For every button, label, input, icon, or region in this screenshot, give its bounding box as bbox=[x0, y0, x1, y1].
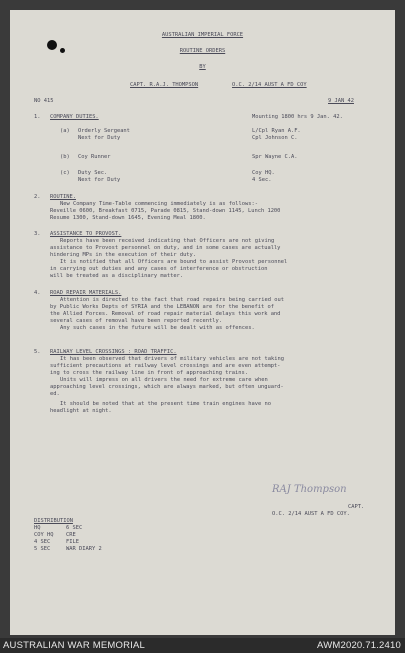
mounting-time: Mounting 1800 hrs 9 Jan. 42. bbox=[252, 114, 343, 120]
document-page bbox=[10, 10, 395, 635]
distribution-row-right: 6 SEC bbox=[66, 525, 83, 531]
distribution-row-left: HQ bbox=[34, 525, 41, 531]
section-5-line: sufficient precautions at railway level crossings and are even attempt- bbox=[50, 363, 281, 369]
section-3-line: hindering MPs in the execution of their duty. bbox=[50, 252, 197, 258]
order-number: NO 415 bbox=[34, 98, 54, 104]
duty-b-role: Coy Runner bbox=[78, 154, 111, 160]
duty-a-name: L/Cpl Ryan A.F. bbox=[252, 128, 301, 134]
duty-a-next: Next for Duty bbox=[78, 135, 121, 141]
duty-b-label: (b) bbox=[60, 154, 70, 160]
signature-rank: CAPT. bbox=[348, 504, 365, 510]
section-4-line: the Allied Forces. Removal of road repair material delays this work and bbox=[50, 311, 281, 317]
section-1-heading: COMPANY DUTIES. bbox=[50, 114, 99, 120]
footer-accession: AWM2020.71.2410 bbox=[317, 640, 401, 651]
duty-a-label: (a) bbox=[60, 128, 70, 134]
by-line: BY bbox=[199, 64, 206, 70]
section-2-number: 2. bbox=[34, 194, 41, 200]
section-4-line: several cases of removal have been reported recently. bbox=[50, 318, 223, 324]
section-2-line: New Company Time-Table commencing immediately is as follows:- bbox=[60, 201, 258, 207]
section-5-line: approaching level crossings, which are always marked, but often unguard- bbox=[50, 384, 284, 390]
section-5-line: It should be noted that at the present time train engines have no bbox=[60, 401, 271, 407]
section-5-line: It has been observed that drivers of military vehicles are not taking bbox=[60, 356, 284, 362]
duty-c-next: Next for Duty bbox=[78, 177, 121, 183]
handwritten-signature: RAJ Thompson bbox=[272, 484, 347, 495]
section-5-number: 5. bbox=[34, 349, 41, 355]
distribution-row-left: COY HQ bbox=[34, 532, 54, 538]
distribution-row-left: 4 SEC bbox=[34, 539, 51, 545]
duty-c-label: (c) bbox=[60, 170, 70, 176]
signature-unit: O.C. 2/14 AUST A FD COY. bbox=[272, 511, 350, 517]
officer-name: CAPT. R.A.J. THOMPSON bbox=[130, 82, 199, 88]
order-date: 9 JAN 42 bbox=[328, 98, 354, 104]
section-3-line: Reports have been received indicating that Officers are not giving bbox=[60, 238, 275, 244]
document-title: ROUTINE ORDERS bbox=[179, 48, 226, 54]
duty-a-next-name: Cpl Johnson C. bbox=[252, 135, 298, 141]
distribution-heading: DISTRIBUTION bbox=[34, 518, 73, 524]
section-4-line: Any such cases in the future will be dealt with as offences. bbox=[60, 325, 255, 331]
section-2-heading: ROUTINE. bbox=[50, 194, 76, 200]
duty-c-name: Coy HQ. bbox=[252, 170, 275, 176]
section-5-line: ing to cross the railway line in front of approaching trains. bbox=[50, 370, 248, 376]
duty-b-name: Spr Wayne C.A. bbox=[252, 154, 298, 160]
section-5-line: ed. bbox=[50, 391, 60, 397]
section-4-line: by Public Works Depts of SYRIA and the LEBANON are for the benefit of bbox=[50, 304, 274, 310]
section-1-number: 1. bbox=[34, 114, 41, 120]
section-3-heading: ASSISTANCE TO PROVOST. bbox=[50, 231, 122, 237]
section-5-heading: RAILWAY LEVEL CROSSINGS : ROAD TRAFFIC. bbox=[50, 349, 177, 355]
section-5-line: Units will impress on all drivers the need for extreme care when bbox=[60, 377, 268, 383]
distribution-row-right: CRE bbox=[66, 532, 76, 538]
duty-a-role: Orderly Sergeant bbox=[78, 128, 130, 134]
section-3-line: in carrying out duties and any cases of interference or obstruction bbox=[50, 266, 268, 272]
section-2-line: Reveille 0600, Breakfast 0715, Parade 0815, Stand-down 1145, Lunch 1200 bbox=[50, 208, 281, 214]
section-3-number: 3. bbox=[34, 231, 41, 237]
section-3-line: will be treated as a disciplinary matter. bbox=[50, 273, 184, 279]
duty-c-next-name: 4 Sec. bbox=[252, 177, 272, 183]
footer-source: AUSTRALIAN WAR MEMORIAL bbox=[3, 640, 146, 651]
section-4-line: Attention is directed to the fact that road repairs being carried out bbox=[60, 297, 284, 303]
section-3-line: It is notified that all Officers are bound to assist Provost personnel bbox=[60, 259, 288, 265]
org-name: AUSTRALIAN IMPERIAL FORCE bbox=[161, 32, 244, 38]
section-5-line: headlight at night. bbox=[50, 408, 112, 414]
unit-name: O.C. 2/14 AUST A FD COY bbox=[232, 82, 307, 88]
distribution-row-right: FILE bbox=[66, 539, 79, 545]
footer-bar bbox=[0, 638, 405, 653]
section-2-line: Resume 1300, Stand-down 1645, Evening Meal 1800. bbox=[50, 215, 206, 221]
duty-c-role: Duty Sec. bbox=[78, 170, 108, 176]
section-3-line: assistance to Provost personnel on duty, and in some cases are actually bbox=[50, 245, 281, 251]
section-4-heading: ROAD REPAIR MATERIALS. bbox=[50, 290, 122, 296]
distribution-row-right: WAR DIARY 2 bbox=[66, 546, 102, 552]
section-4-number: 4. bbox=[34, 290, 41, 296]
distribution-row-left: 5 SEC bbox=[34, 546, 51, 552]
